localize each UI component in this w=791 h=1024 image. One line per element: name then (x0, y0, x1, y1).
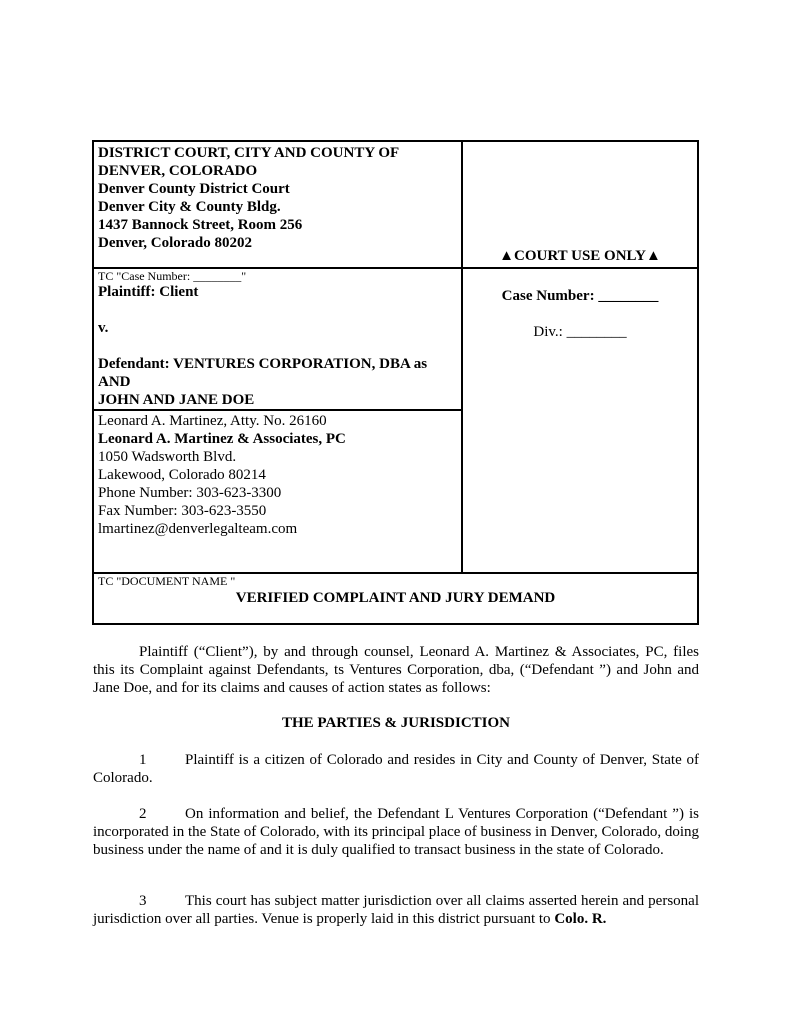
attorney-phone: Phone Number: 303-623-3300 (98, 485, 282, 501)
tc-case-number: TC "Case Number: ________" (98, 269, 247, 283)
paragraph-number: 2 (139, 806, 147, 822)
court-line: DISTRICT COURT, CITY AND COUNTY OF (98, 145, 400, 161)
document-title: VERIFIED COMPLAINT AND JURY DEMAND (235, 590, 556, 606)
paragraph-number: 3 (139, 893, 147, 909)
court-line: Denver, Colorado 80202 (98, 235, 253, 251)
defendant-line: JOHN AND JANE DOE (98, 392, 255, 408)
numbered-paragraph-3 (93, 892, 699, 928)
attorney-line: Leonard A. Martinez, Atty. No. 26160 (98, 413, 327, 429)
court-line: 1437 Bannock Street, Room 256 (98, 217, 303, 233)
court-line: DENVER, COLORADO (98, 163, 258, 179)
parties-block (98, 269, 458, 409)
attorney-firm: Leonard A. Martinez & Associates, PC (98, 431, 346, 447)
paragraph-text: On information and belief, the Defendant L Ventures Corporation (“Defendant ”) is incorporated in the State of Colorado, with its principal place of business in Denver, Colorado, doing business under the name of and it is duly qualified to transact business in the state of Colorado. (93, 806, 699, 858)
division-field: Div.: ________ (533, 324, 627, 340)
tc-document-name: TC "DOCUMENT NAME " (98, 574, 236, 588)
intro-paragraph: Plaintiff (“Client”), by and through counsel, Leonard A. Martinez & Associates, PC, files this its Complaint against Defendants, ts Ventures Corporation, dba, (“Defendant ”) and John and Jane Doe, and for its claims and causes of action states as follows: (93, 644, 699, 696)
caption-table (92, 140, 699, 625)
court-line: Denver City & County Bldg. (98, 199, 281, 215)
section-heading: THE PARTIES & JURISDICTION (282, 715, 510, 731)
paragraph-citation: Colo. R. (554, 911, 607, 927)
court-block (98, 144, 458, 252)
numbered-paragraph-2 (93, 805, 699, 859)
defendant-line: AND (98, 374, 131, 390)
court-line: Denver County District Court (98, 181, 290, 197)
plaintiff-label: Plaintiff: Client (98, 284, 199, 300)
versus-label: v. (98, 320, 109, 336)
court-use-only-label: ▲COURT USE ONLY▲ (499, 248, 661, 264)
defendant-line: Defendant: VENTURES CORPORATION, DBA as (98, 356, 428, 372)
paragraph-text: Plaintiff is a citizen of Colorado and resides in City and County of Denver, State of Colorado. (93, 752, 699, 786)
attorney-line: 1050 Wadsworth Blvd. (98, 449, 237, 465)
caption-divider-2 (94, 409, 461, 411)
case-number-field: Case Number: ________ (501, 288, 659, 304)
paragraph-number: 1 (139, 752, 147, 768)
attorney-fax: Fax Number: 303-623-3550 (98, 503, 267, 519)
caption-divider-vertical (461, 142, 463, 573)
numbered-paragraph-1 (93, 751, 699, 787)
attorney-block (98, 412, 458, 538)
attorney-email: lmartinez@denverlegalteam.com (98, 521, 298, 537)
attorney-line: Lakewood, Colorado 80214 (98, 467, 266, 483)
paragraph-text: This court has subject matter jurisdiction over all claims asserted herein and personal jurisdiction over all parties. Venue is properly laid in this district pursuant to (93, 893, 699, 927)
